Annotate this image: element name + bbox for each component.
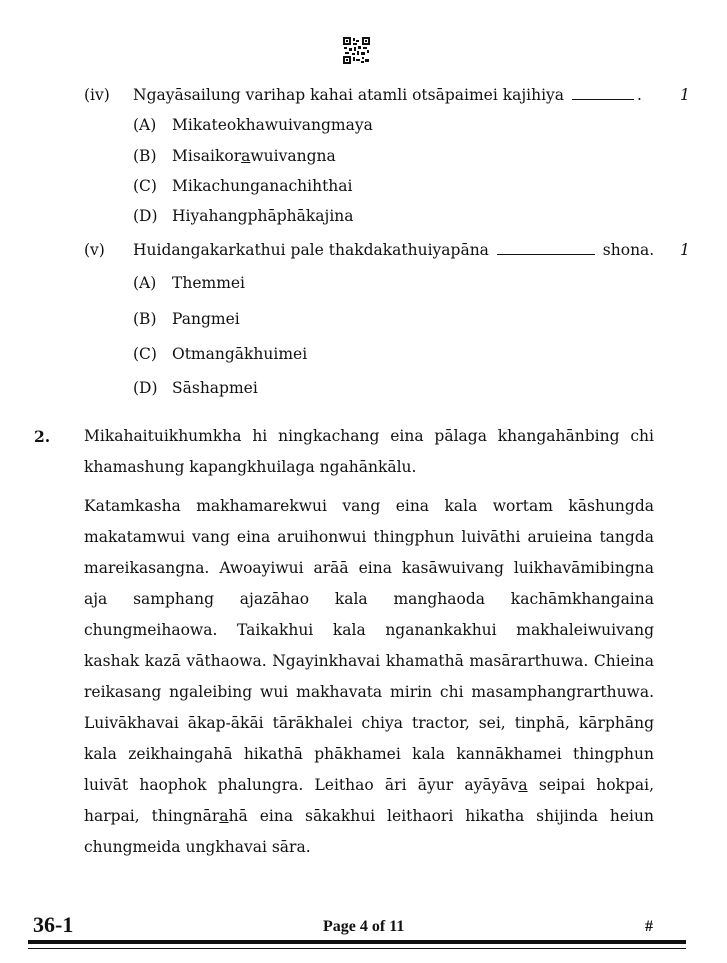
- option-text: Pangmei: [172, 310, 240, 328]
- question-2-number: 2.: [34, 427, 51, 446]
- option-text: Sāshapmei: [172, 379, 258, 397]
- question-2-instruction: Mikahaituikhumkha hi ningkachang eina pālaga khangahānbing chi khamashung kapangkhuilaga ngahānkālu.: [84, 427, 654, 476]
- question-v-text: [133, 240, 654, 260]
- option-text: Hiyahangphāphākajina: [172, 207, 354, 225]
- question-2-passage: [84, 491, 654, 863]
- option-label: (D): [133, 379, 158, 397]
- underlined-letter: a: [241, 147, 251, 165]
- option-text: Mikachunganachihthai: [172, 177, 353, 195]
- option-label: (A): [133, 116, 157, 134]
- question-iv-stem: Ngayāsailung varihap kahai atamli otsāpaimei kajihiya: [133, 86, 565, 104]
- passage-text: seipai hokpai, harpai, thingnār: [84, 776, 654, 825]
- underlined-letter: a: [518, 776, 528, 794]
- question-v-marks: 1: [680, 241, 690, 259]
- answer-blank: [572, 98, 634, 100]
- option-label: (C): [133, 177, 157, 195]
- option-label: (A): [133, 274, 157, 292]
- option-label: (C): [133, 345, 157, 363]
- option-text: Themmei: [172, 274, 246, 292]
- footer-hash: #: [645, 918, 653, 935]
- page-number: Page 4 of 11: [323, 918, 405, 935]
- underlined-letter: a: [219, 807, 229, 825]
- passage-text: Katamkasha makhamarekwui vang eina kala wortam kāshungda makatamwui vang eina aruihonwui thingphun luivāthi aruieina tangda mareikasangna. Awoayiwui arāā eina kasāwuivang luikhavāmibingna aja samphang ajazāhao kala manghaoda kachāmkhangaina chungmeihaowa. Taikakhui kala nganankakhui makhaleiwuivang kashak kazā vāthaowa. Ngayinkhavai khamathā masārarthuwa. Chieina reikasang ngaleibing wui makhavata mirin chi masamphangrarthuwa. Luivākhavai ākap-ākāi tārākhalei chiya tractor, sei, tinphā, kārphāng kala zeikhaingahā hikathā phākhamei kala kannākhamei thingphun luivāt haophok phalungra. Leithao āri āyur ayāyāv: [84, 497, 654, 794]
- footer-rule-thin: [28, 948, 686, 949]
- passage-text: hā eina sākakhui leithaori hikatha shijinda heiun chungmeida ungkhavai sāra.: [84, 807, 654, 856]
- option-label: (D): [133, 207, 158, 225]
- paper-code: 36-1: [33, 912, 74, 937]
- option-text-part: Misaikor: [172, 147, 242, 165]
- question-iv-marks: 1: [680, 86, 690, 104]
- qr-code-icon: [343, 37, 370, 64]
- option-text-part: wuivangna: [250, 147, 336, 165]
- answer-blank: [497, 253, 595, 255]
- question-iv-text: [133, 85, 642, 105]
- option-label: (B): [133, 310, 157, 328]
- question-iv-end: .: [636, 86, 642, 104]
- option-text: Mikateokhawuivangmaya: [172, 116, 373, 134]
- question-iv-number: (iv): [84, 86, 110, 104]
- option-label: (B): [133, 147, 157, 165]
- question-v-number: (v): [84, 241, 105, 259]
- question-v-stem: Huidangakarkathui pale thakdakathuiyapāna: [133, 241, 489, 259]
- footer-rule-thick: [28, 940, 686, 944]
- option-text: [172, 146, 336, 166]
- option-text: Otmangākhuimei: [172, 345, 308, 363]
- question-v-end: shona.: [602, 241, 655, 259]
